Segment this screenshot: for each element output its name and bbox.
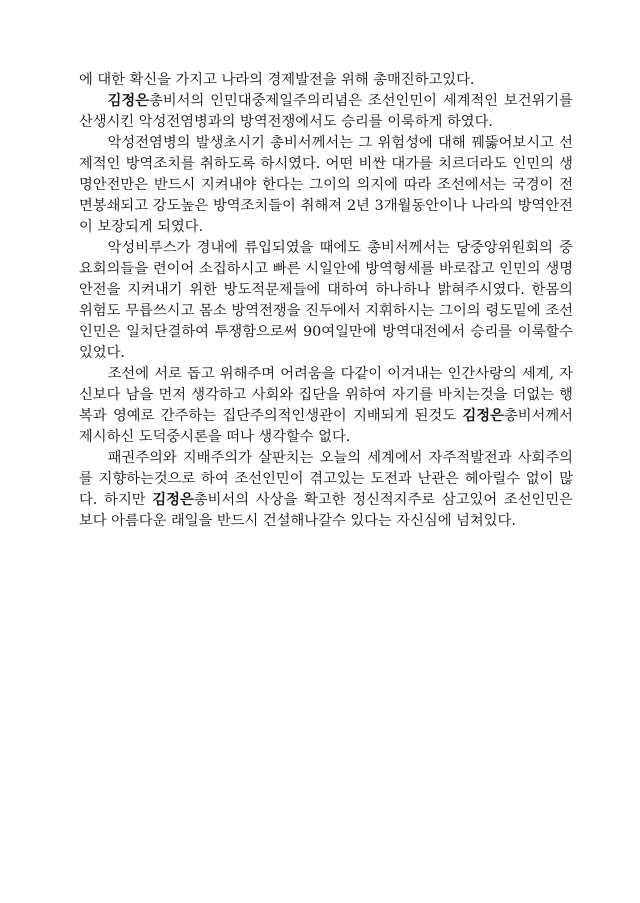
leader-name: 김정은	[462, 408, 504, 424]
paragraph-text: 패권주의와 지배주의가 살판치는 오늘의 세계에서 자주적발전과 사회주의를 지향하는것으로 하여 조선인민이 겪고있는 도전과 난관은 헤아릴수 없이 많다. 하지만	[79, 450, 573, 508]
paragraph-text: 총비서의 사상을 확고한 정신적지주로 삼고있어 조선인민은 보다 아름다운 래일을 반드시 건설해나갈수 있다는 자신심에 넘쳐있다.	[79, 492, 573, 529]
paragraph-text: 총비서께서 제시하신 도덕중시론을 떠나 생각할수 없다.	[79, 408, 573, 445]
paragraph	[79, 238, 573, 364]
paragraph	[79, 448, 573, 532]
paragraph	[79, 133, 573, 238]
paragraph-text: 총비서의 인민대중제일주의리념은 조선인민이 세계적인 보건위기를 산생시킨 악성전염병과의 방역전쟁에서도 승리를 이룩하게 하였다.	[79, 93, 573, 130]
leader-name: 김정은	[152, 492, 194, 508]
document-body	[79, 70, 573, 532]
paragraph	[79, 364, 573, 448]
paragraph-text: 악성전염병의 발생초시기 총비서께서는 그 위험성에 대해 꿰뚫어보시고 선제적인 방역조치를 취하도록 하시였다. 어떤 비싼 대가를 치르더라도 인민의 생명안전만은 반드시 지켜내야 한다는 그이의 의지에 따라 조선에서는 국경이 전면봉쇄되고 강도높은 방역조치들이 취해져 2년 3개월동안이나 나라의 방역안전이 보장되게 되였다.	[79, 135, 573, 235]
paragraph	[79, 91, 573, 133]
leader-name: 김정은	[107, 93, 150, 109]
paragraph-text: 에 대한 확신을 가지고 나라의 경제발전을 위해 총매진하고있다.	[79, 72, 475, 88]
paragraph-text: 악성비루스가 경내에 류입되였을 때에도 총비서께서는 당중앙위원회의 중요회의들을 련이어 소집하시고 빠른 시일안에 방역형세를 바로잡고 인민의 생명안전을 지켜내기 위한 방도적문제들에 대하여 하나하나 밝혀주시였다. 한몸의 위험도 무릅쓰시고 몸소 방역전쟁을 진두에서 지휘하시는 그이의 령도밑에 조선인민은 일치단결하여 투쟁함으로써 90여일만에 방역대전에서 승리를 이룩할수 있었다.	[79, 240, 573, 361]
paragraph-text: 조선에 서로 돕고 위해주며 어려움을 다같이 이겨내는 인간사랑의 세계, 자신보다 남을 먼저 생각하고 사회와 집단을 위하여 자기를 바치는것을 더없는 행복과 영예로 간주하는 집단주의적인생관이 지배되게 된것도	[79, 366, 573, 424]
paragraph	[79, 70, 573, 91]
